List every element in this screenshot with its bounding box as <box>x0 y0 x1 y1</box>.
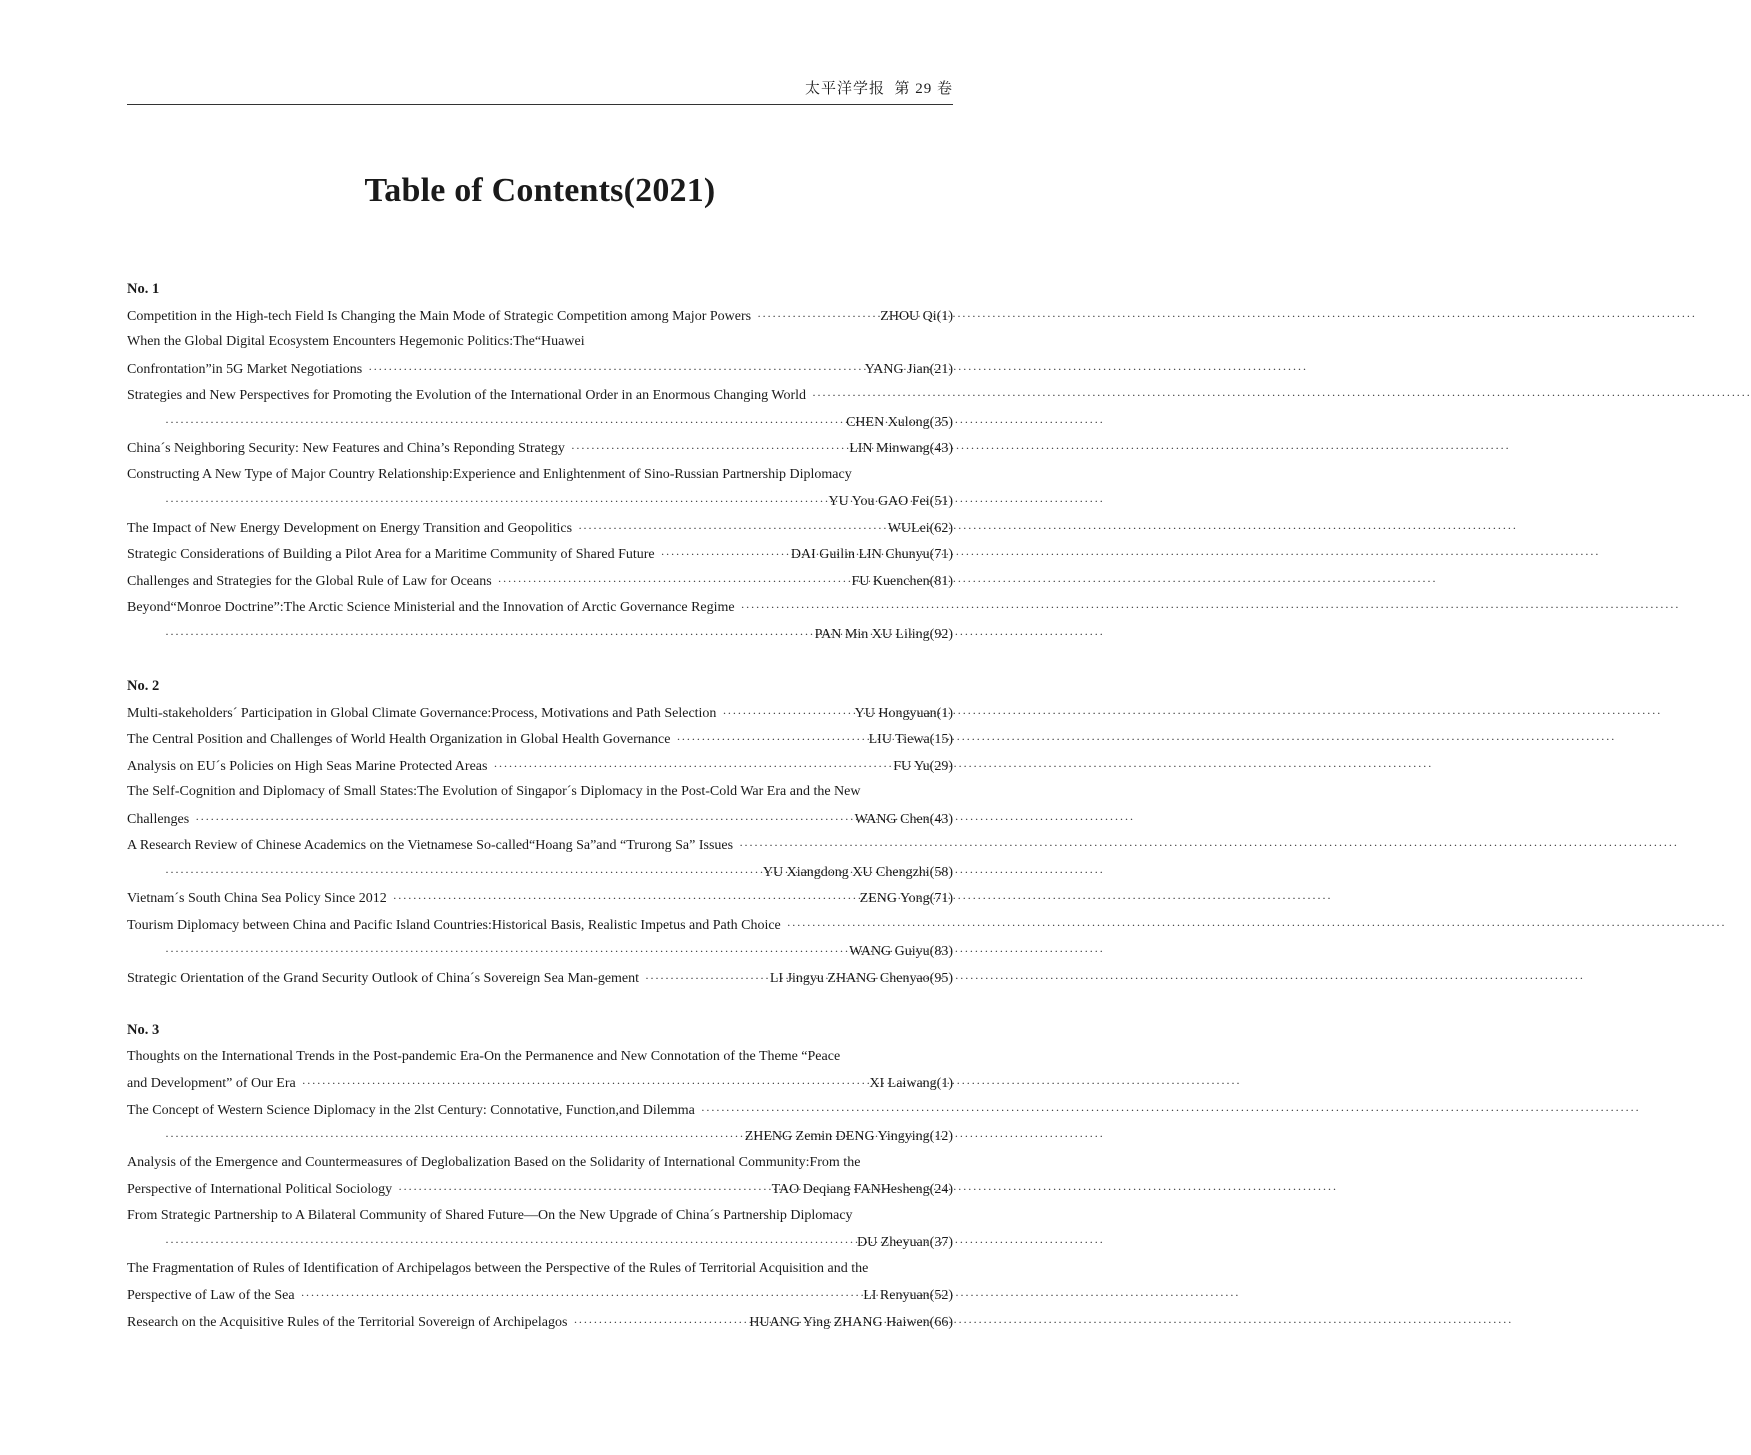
entry-title: Research on the Acquisitive Rules of the Territorial Sovereign of Archipelagos <box>127 1314 568 1330</box>
toc-entry <box>127 1176 953 1203</box>
entry-title: The Impact of New Energy Development on Energy Transition and Geopolitics <box>127 520 573 536</box>
dot-leader <box>739 832 947 859</box>
toc-entry <box>127 753 953 780</box>
dot-leader <box>571 435 843 462</box>
entry-title: Multi-stakeholders´ Participation in Global Climate Governance:Process, Motivations and Path Selection <box>127 705 717 721</box>
dot-leader <box>165 621 809 648</box>
entry-author-page: CHEN Xulong(35) <box>846 414 953 430</box>
toc-entry <box>127 779 953 806</box>
dot-leader <box>165 938 843 965</box>
entry-author-page: LIU Tiewa(15) <box>868 732 953 747</box>
entry-title: China´s Neighboring Security: New Features and China’s Reponding Strategy <box>127 441 565 456</box>
entry-title: Competition in the High-tech Field Is Changing the Main Mode of Strategic Competition among Major Powers <box>127 308 752 324</box>
toc-entry <box>127 462 953 489</box>
entry-title: and Development” of Our Era <box>127 1076 296 1091</box>
entry-author-page: XI Laiwang(1) <box>869 1076 953 1091</box>
dot-leader <box>165 859 757 886</box>
section-title: No. 2 <box>127 678 160 694</box>
entry-author-page: HUANG Ying ZHANG Haiwen(66) <box>749 1314 953 1330</box>
toc-entry <box>127 912 953 939</box>
dot-leader <box>578 515 882 542</box>
entry-title: Strategic Orientation of the Grand Security Outlook of China´s Sovereign Sea Man-gement <box>127 970 640 986</box>
dot-leader <box>165 409 840 436</box>
toc-entry <box>127 1256 953 1283</box>
toc-entry <box>127 515 953 542</box>
toc-entry <box>127 859 953 886</box>
entry-author-page: LI Jingyu ZHANG Chenyao(95) <box>769 970 953 986</box>
entry-author-page: PAN Min XU Liling(92) <box>814 626 953 642</box>
entry-title: Tourism Diplomacy between China and Pacific Island Countries:Historical Basis, Realistic Impetus and Path Choice <box>127 917 781 933</box>
toc-entry <box>127 382 953 409</box>
entry-author-page: FU Kuenchen(81) <box>851 573 953 589</box>
entry-title: Perspective of International Political Sociology <box>127 1182 393 1197</box>
entry-title: Confrontation”in 5G Market Negotiations <box>127 361 363 377</box>
entry-title: Constructing A New Type of Major Country Relationship:Experience and Enlightenment of Sino-Russian Partnership Diplomacy <box>127 466 852 482</box>
entry-title: When the Global Digital Ecosystem Encounters Hegemonic Politics:The“Huawei <box>127 334 585 349</box>
entry-title: The Self-Cognition and Diplomacy of Small States:The Evolution of Singapor´s Diplomacy in the Post-Cold War Era and the New <box>127 784 861 799</box>
entry-author-page: DAI Guilin LIN Chunyu(71) <box>790 547 953 562</box>
dot-leader <box>757 303 874 330</box>
page-title: Table of Contents(2021) <box>364 172 716 209</box>
entry-author-page: YU Xiangdong XU Chengzhi(58) <box>762 864 953 880</box>
dot-leader <box>645 965 764 992</box>
entry-title: Challenges and Strategies for the Global Rule of Law for Oceans <box>127 573 492 589</box>
entry-title: Vietnam´s South China Sea Policy Since 2012 <box>127 891 387 906</box>
entry-author-page: WANG Chen(43) <box>854 811 953 827</box>
entry-author-page: LIN Minwang(43) <box>849 441 953 456</box>
entry-author-page: YU Hongyuan(1) <box>854 705 953 721</box>
toc-entry <box>127 885 953 912</box>
entry-title: Strategic Considerations of Building a Pilot Area for a Maritime Community of Shared Future <box>127 547 655 562</box>
toc-entry <box>127 965 953 992</box>
dot-leader <box>573 1309 743 1336</box>
entry-title: The Concept of Western Science Diplomacy in the 2lst Century: Connotative, Function,and Dilemma <box>127 1102 695 1118</box>
toc-entry <box>127 832 953 859</box>
toc-entry <box>127 409 953 436</box>
dot-leader <box>493 753 887 780</box>
entry-author-page: DU Zheyuan(37) <box>856 1235 953 1250</box>
entry-author-page: ZHOU Qi(1) <box>880 308 953 324</box>
dot-leader <box>165 1229 851 1256</box>
toc-entry <box>127 1150 953 1177</box>
entry-title: Perspective of Law of the Sea <box>127 1288 295 1303</box>
toc-entry <box>127 356 953 383</box>
toc-section <box>127 276 953 647</box>
toc-entry <box>127 1044 953 1071</box>
toc-entry <box>127 621 953 648</box>
entry-author-page: YU You GAO Fei(51) <box>828 494 953 509</box>
toc-entry <box>127 1070 953 1097</box>
table-of-contents <box>127 276 953 1361</box>
toc-entry <box>127 435 953 462</box>
toc-entry <box>127 938 953 965</box>
dot-leader <box>393 885 854 912</box>
entry-title: Strategies and New Perspectives for Promoting the Evolution of the International Order in an Enormous Changing World <box>127 388 807 403</box>
dot-leader <box>195 806 848 833</box>
toc-entry <box>127 1097 953 1124</box>
entry-author-page: WULei(62) <box>887 520 953 536</box>
dot-leader <box>301 1282 858 1309</box>
entry-title: Analysis of the Emergence and Countermeasures of Deglobalization Based on the Solidarity of International Community:From the <box>127 1154 861 1170</box>
dot-leader <box>165 488 823 515</box>
running-header <box>127 72 953 105</box>
entry-title: Analysis on EU´s Policies on High Seas Marine Protected Areas <box>127 758 488 774</box>
entry-title: The Fragmentation of Rules of Identification of Archipelagos between the Perspective of the Rules of Territorial Acquisition and the <box>127 1260 869 1276</box>
toc-section <box>127 673 953 991</box>
entry-author-page: YANG Jian(21) <box>864 361 953 377</box>
toc-entry <box>127 541 953 568</box>
entry-title: Challenges <box>127 811 190 827</box>
dot-leader <box>165 1123 739 1150</box>
toc-entry <box>127 488 953 515</box>
toc-entry <box>127 806 953 833</box>
toc-entry <box>127 726 953 753</box>
entry-title: The Central Position and Challenges of World Health Organization in Global Health Governance <box>127 732 671 747</box>
toc-entry <box>127 303 953 330</box>
entry-author-page: ZENG Yong(71) <box>859 891 953 906</box>
entry-author-page: WANG Guiyu(83) <box>849 944 953 959</box>
dot-leader <box>676 726 862 753</box>
toc-entry <box>127 568 953 595</box>
dot-leader <box>722 700 848 727</box>
toc-entry <box>127 329 953 356</box>
toc-entry <box>127 700 953 727</box>
entry-author-page: ZHENG Zemin DENG Yingying(12) <box>744 1129 953 1144</box>
dot-leader <box>787 912 947 939</box>
dot-leader <box>661 541 785 568</box>
section-title: No. 1 <box>127 281 160 297</box>
dot-leader <box>812 382 947 409</box>
entry-title: From Strategic Partnership to A Bilateral Community of Shared Future—On the New Upgrade of China´s Partnership Diplomacy <box>127 1207 853 1223</box>
dot-leader <box>368 356 859 383</box>
toc-entry <box>127 594 953 621</box>
dot-leader <box>701 1097 947 1124</box>
entry-author-page: LI Renyuan(52) <box>863 1288 953 1303</box>
dot-leader <box>398 1176 765 1203</box>
toc-entry <box>127 1309 953 1336</box>
dot-leader <box>741 594 947 621</box>
entry-author-page: FU Yu(29) <box>893 758 953 774</box>
dot-leader <box>302 1070 864 1097</box>
section-title: No. 3 <box>127 1022 160 1038</box>
dot-leader <box>498 568 846 595</box>
toc-entry <box>127 1282 953 1309</box>
entry-title: Beyond“Monroe Doctrine”:The Arctic Science Ministerial and the Innovation of Arctic Governance Regime <box>127 600 735 615</box>
toc-entry <box>127 1203 953 1230</box>
toc-entry <box>127 1229 953 1256</box>
entry-title: Thoughts on the International Trends in the Post-pandemic Era-On the Permanence and New Connotation of the Theme “Peace <box>127 1048 841 1064</box>
entry-author-page: TAO Deqiang FANHesheng(24) <box>771 1182 953 1197</box>
header-journal-volume: 太平洋学报 第 29 卷 <box>804 81 953 97</box>
toc-section <box>127 1017 953 1335</box>
entry-title: A Research Review of Chinese Academics on the Vietnamese So-called“Hoang Sa”and “Trurong Sa” Issues <box>127 838 734 853</box>
toc-entry <box>127 1123 953 1150</box>
